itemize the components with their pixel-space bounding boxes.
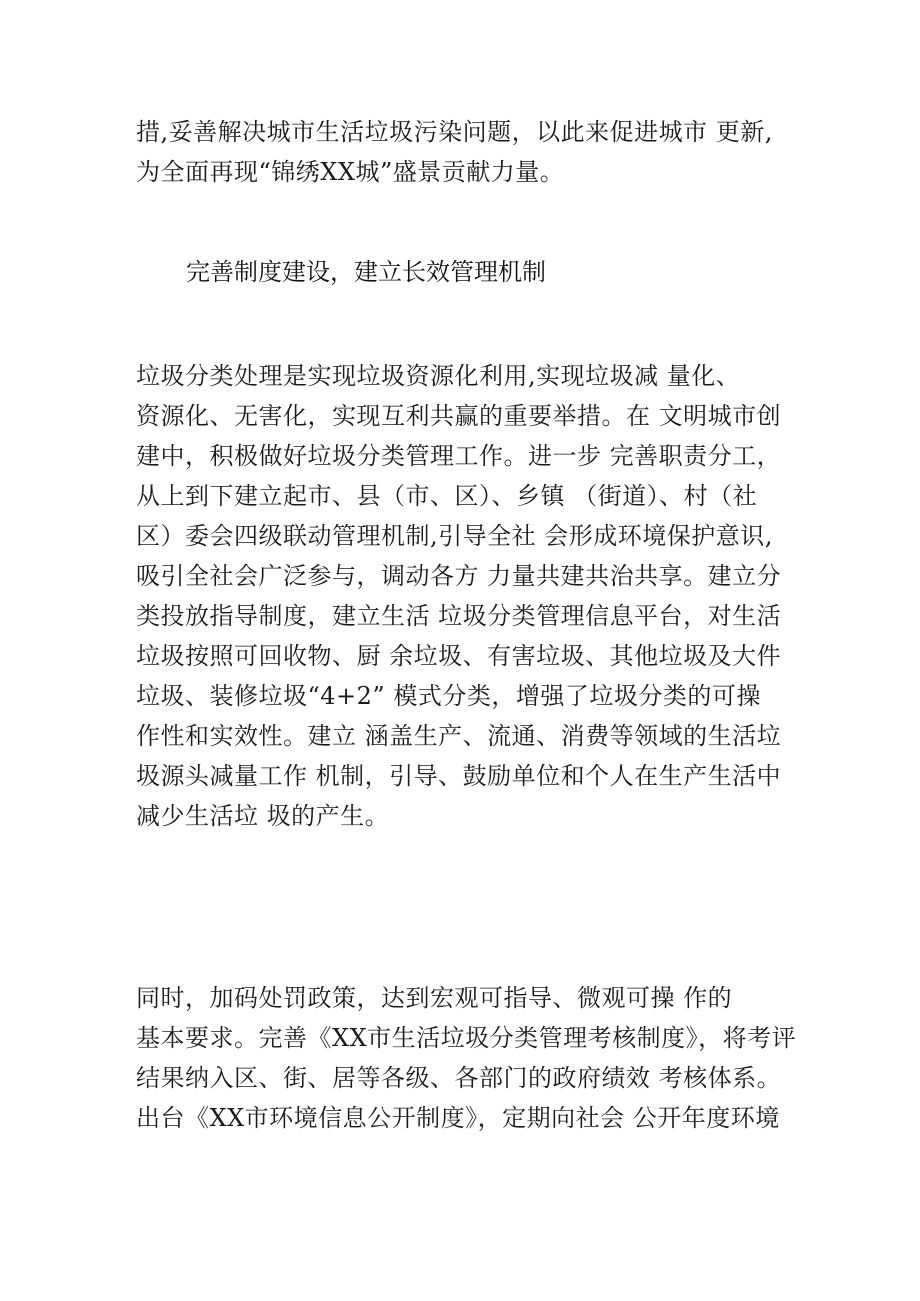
section-heading: 完善制度建设，建立长效管理机制	[186, 258, 546, 286]
text-line: 出台《XX市环境信息公开制度》，定期向社会 公开年度环境	[136, 1104, 780, 1132]
text-line: 为全面再现“锦绣XX城”盛景贡献力量。	[136, 158, 565, 186]
text-line: 从上到下建立起市、县（市、区）、乡镇 （街道）、村（社	[136, 482, 758, 510]
text-line: 垃圾分类处理是实现垃圾资源化利用,实现垃圾减 量化、	[136, 362, 741, 390]
text-line: 资源化、无害化，实现互利共赢的重要举措。在 文明城市创	[136, 402, 782, 430]
text-line: 措,妥善解决城市生活垃圾污染问题，以此来促进城市 更新,	[136, 118, 773, 146]
paragraph-waste-sorting	[136, 356, 796, 836]
text-line: 区）委会四级联动管理机制,引导全社 会形成环境保护意识,	[136, 522, 773, 550]
text-line: 类投放指导制度，建立生活 垃圾分类管理信息平台，对生活	[136, 602, 782, 630]
text-line: 基本要求。完善《XX市生活垃圾分类管理考核制度》，将考评	[136, 1024, 797, 1052]
text-line: 结果纳入区、街、居等各级、各部门的政府绩效 考核体系。	[136, 1064, 782, 1092]
text-line: 垃圾按照可回收物、厨 余垃圾、有害垃圾、其他垃圾及大件	[136, 642, 782, 670]
text-line: 减少生活垃 圾的产生。	[136, 802, 390, 830]
text-line: 作性和实效性。建立 涵盖生产、流通、消费等领域的生活垃	[136, 722, 782, 750]
paragraph-penalty-policy	[136, 978, 796, 1138]
text-line: 建中，积极做好垃圾分类管理工作。进一步 完善职责分工，	[136, 442, 782, 470]
text-line: 垃圾、装修垃圾“4+2” 模式分类，增强了垃圾分类的可操	[136, 682, 761, 710]
text-line: 圾源头减量工作 机制，引导、鼓励单位和个人在生产生活中	[136, 762, 782, 790]
intro-paragraph	[136, 112, 796, 192]
text-line: 吸引全社会广泛参与，调动各方 力量共建共治共享。建立分	[136, 562, 782, 590]
text-line: 同时，加码处罚政策，达到宏观可指导、微观可操 作的	[136, 984, 733, 1012]
